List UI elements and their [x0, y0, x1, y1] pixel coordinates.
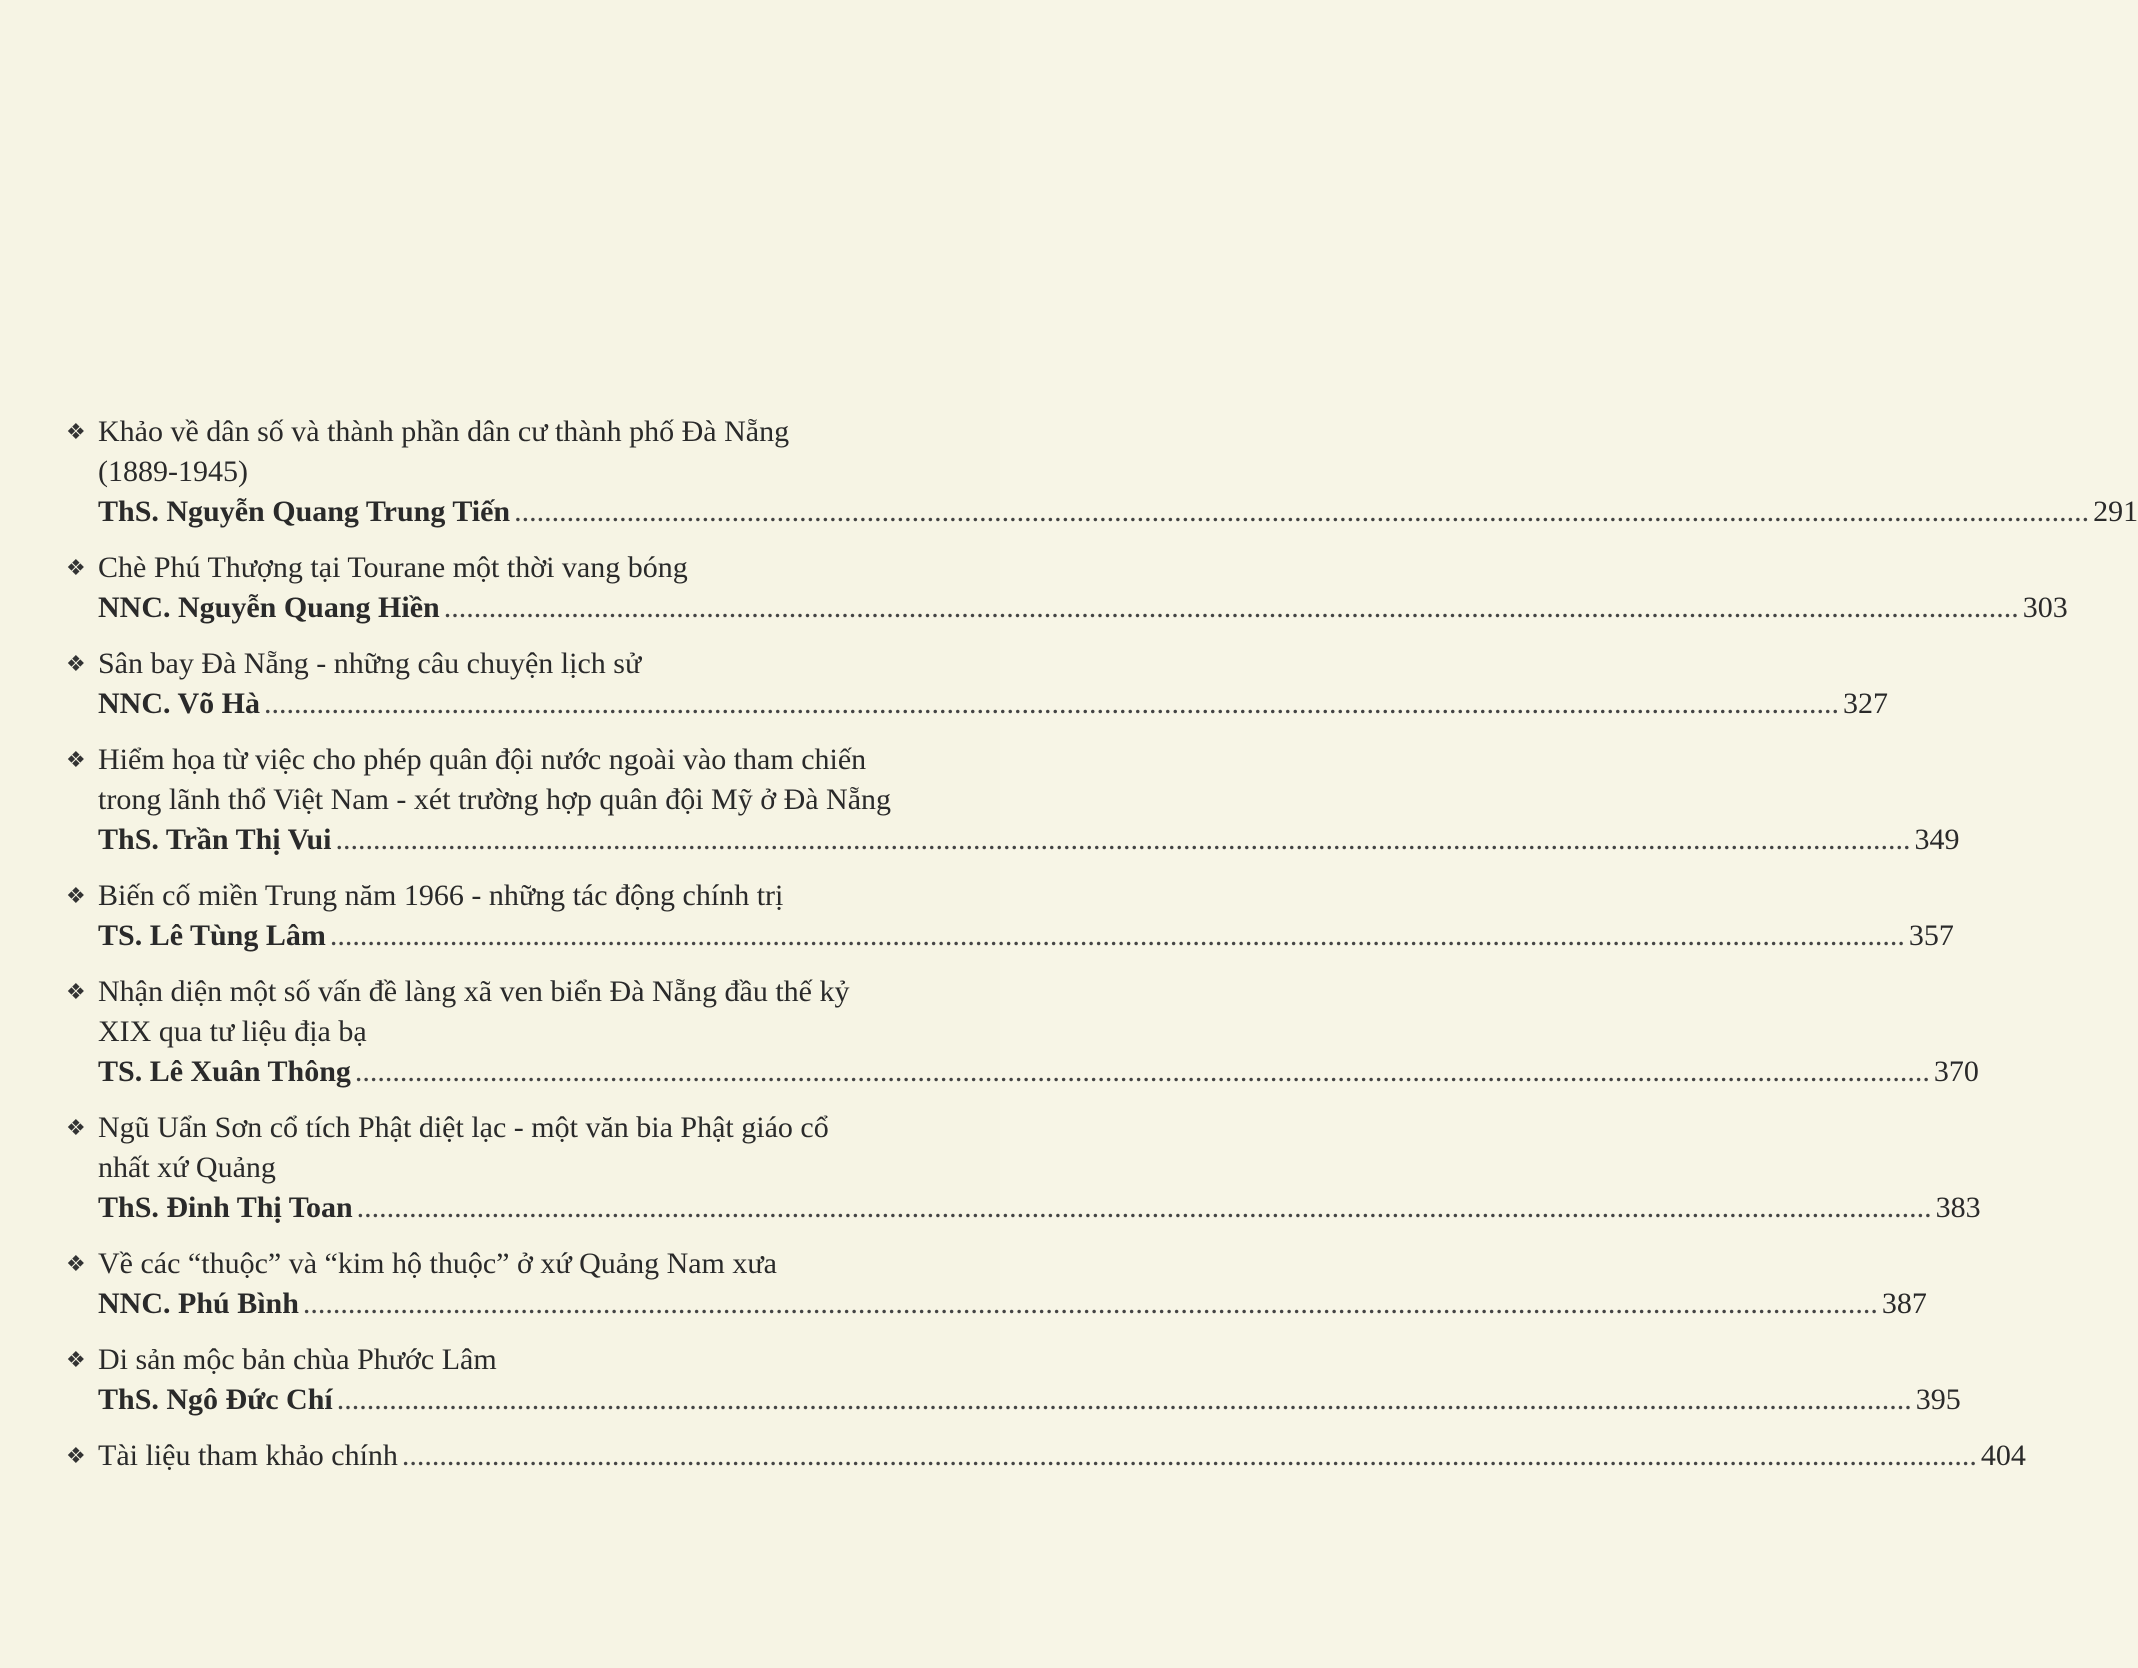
entry-page-number: 349	[1914, 823, 1960, 856]
dot-leader	[355, 1052, 1930, 1092]
toc-entry	[66, 644, 1888, 724]
dot-leader	[336, 820, 1911, 860]
entry-title: Sân bay Đà Nẵng - những câu chuyện lịch sử	[98, 647, 642, 680]
entry-title-line	[66, 740, 934, 780]
diamond-bullet-icon: ❖	[66, 555, 86, 580]
entry-title-line	[66, 548, 934, 588]
entry-author: TS. Lê Tùng Lâm	[98, 919, 326, 952]
diamond-bullet-icon: ❖	[66, 1347, 86, 1372]
entry-title-line	[66, 1148, 934, 1188]
entry-title-line	[66, 876, 934, 916]
entry-page-number: 357	[1908, 919, 1954, 952]
entry-author: ThS. Trần Thị Vui	[98, 823, 332, 856]
entry-author: ThS. Nguyễn Quang Trung Tiến	[98, 495, 511, 528]
entry-author-line	[98, 588, 2068, 628]
diamond-bullet-icon: ❖	[66, 419, 86, 444]
entry-author: NNC. Phú Bình	[98, 1287, 299, 1320]
entry-author-line	[98, 1188, 1981, 1228]
dot-leader	[444, 588, 2019, 628]
entry-title: trong lãnh thổ Việt Nam - xét trường hợp quân đội Mỹ ở Đà Nẵng	[98, 783, 892, 816]
entry-author: ThS. Ngô Đức Chí	[98, 1383, 333, 1416]
entry-author-line	[98, 492, 2138, 532]
entry-page-number: 303	[2022, 591, 2068, 624]
entry-page-number: 395	[1915, 1383, 1961, 1416]
entry-title: (1889-1945)	[98, 455, 248, 488]
entry-title: nhất xứ Quảng	[98, 1151, 276, 1184]
entry-title: Nhận diện một số vấn đề làng xã ven biển Đà Nẵng đầu thế kỷ	[98, 975, 850, 1008]
toc-entry	[66, 1108, 1981, 1228]
diamond-bullet-icon: ❖	[66, 979, 86, 1004]
entry-title: Về các “thuộc” và “kim hộ thuộc” ở xứ Quảng Nam xưa	[98, 1247, 777, 1280]
entry-title: Biến cố miền Trung năm 1966 - những tác động chính trị	[98, 879, 784, 912]
dot-leader	[303, 1284, 1878, 1324]
entry-title-line	[66, 1436, 2026, 1476]
entry-author-line	[98, 1284, 1927, 1324]
entry-title-line	[66, 972, 934, 1012]
dot-leader	[357, 1188, 1932, 1228]
toc-entry	[66, 1340, 1961, 1420]
entry-title: XIX qua tư liệu địa bạ	[98, 1015, 367, 1048]
entry-title: Khảo về dân số và thành phần dân cư thành phố Đà Nẵng	[98, 415, 790, 448]
toc-entry	[66, 412, 2138, 532]
entry-page-number: 387	[1881, 1287, 1927, 1320]
dot-leader	[337, 1380, 1912, 1420]
dot-leader	[402, 1436, 1977, 1476]
diamond-bullet-icon: ❖	[66, 747, 86, 772]
dot-leader	[514, 492, 2089, 532]
entry-title-line	[66, 1108, 934, 1148]
entry-title-line	[66, 644, 934, 684]
entry-title-line	[66, 1244, 934, 1284]
entry-title-line	[66, 780, 934, 820]
entry-title-line	[66, 412, 934, 452]
dot-leader	[264, 684, 1839, 724]
entry-title-line	[66, 1340, 934, 1380]
entry-author: NNC. Võ Hà	[98, 687, 260, 720]
toc-entry	[66, 548, 2068, 628]
diamond-bullet-icon: ❖	[66, 651, 86, 676]
toc-entry	[66, 876, 1954, 956]
toc-entry	[66, 972, 1979, 1092]
entry-title: Ngũ Uẩn Sơn cổ tích Phật diệt lạc - một văn bia Phật giáo cổ	[98, 1111, 829, 1144]
table-of-contents	[66, 412, 2138, 1492]
entry-page-number: 327	[1842, 687, 1888, 720]
entry-author-line	[98, 1380, 1961, 1420]
toc-entry	[66, 1244, 1927, 1324]
entry-author-line	[98, 820, 1960, 860]
entry-author: ThS. Đinh Thị Toan	[98, 1191, 353, 1224]
entry-author-line	[98, 684, 1888, 724]
diamond-bullet-icon: ❖	[66, 1115, 86, 1140]
entry-author: NNC. Nguyễn Quang Hiền	[98, 591, 440, 624]
toc-entry	[66, 740, 1960, 860]
diamond-bullet-icon: ❖	[66, 1251, 86, 1276]
entry-author-line	[98, 1052, 1979, 1092]
diamond-bullet-icon: ❖	[66, 883, 86, 908]
entry-title: Tài liệu tham khảo chính	[98, 1439, 398, 1472]
entry-title: Hiểm họa từ việc cho phép quân đội nước ngoài vào tham chiến	[98, 743, 867, 776]
entry-page-number: 383	[1935, 1191, 1981, 1224]
entry-page-number: 404	[1980, 1439, 2026, 1472]
entry-title-line	[66, 1012, 934, 1052]
entry-title: Chè Phú Thượng tại Tourane một thời vang bóng	[98, 551, 688, 584]
dot-leader	[330, 916, 1905, 956]
diamond-bullet-icon: ❖	[66, 1443, 86, 1468]
entry-title: Di sản mộc bản chùa Phước Lâm	[98, 1343, 497, 1376]
toc-entry-references	[66, 1436, 2026, 1476]
entry-author: TS. Lê Xuân Thông	[98, 1055, 351, 1088]
entry-page-number: 291	[2093, 495, 2138, 528]
entry-page-number: 370	[1933, 1055, 1979, 1088]
entry-author-line	[98, 916, 1954, 956]
entry-title-line	[66, 452, 934, 492]
